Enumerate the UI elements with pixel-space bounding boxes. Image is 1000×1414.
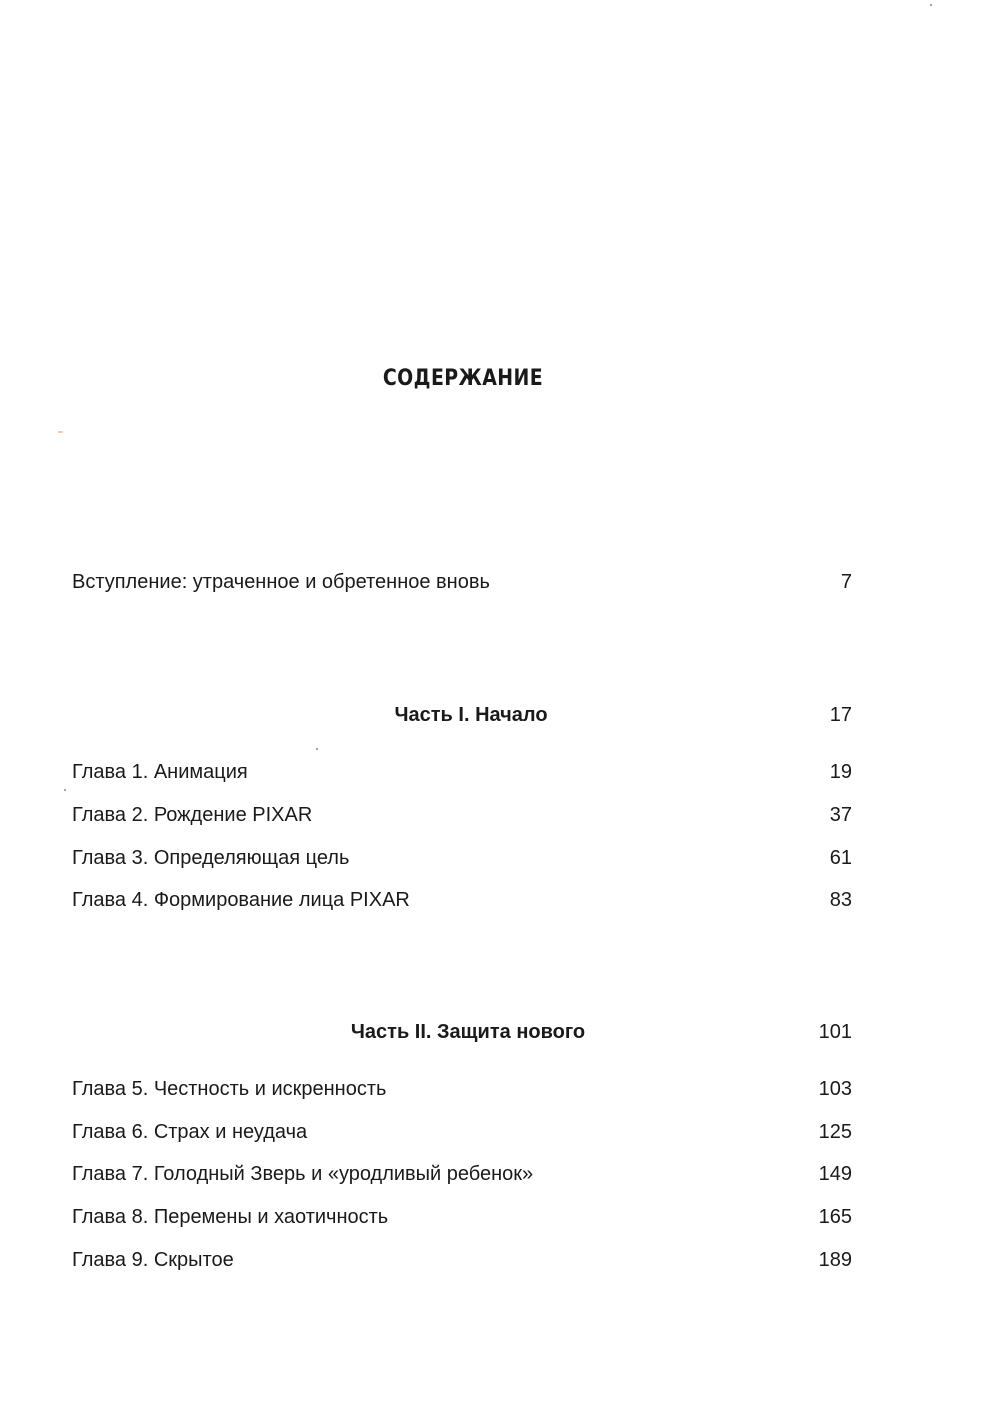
chapter-page-number: 149 [818, 1163, 852, 1185]
chapter-label: Глава 7. Голодный Зверь и «уродливый ребенок» [72, 1163, 534, 1185]
toc-part-1[interactable] [72, 700, 852, 730]
chapter-page-number: 103 [818, 1078, 852, 1100]
toc-chapter-entry[interactable] [72, 885, 852, 915]
chapter-page-number: 19 [829, 761, 852, 783]
chapter-label: Глава 5. Честность и искренность [72, 1078, 387, 1100]
toc-chapter-entry[interactable] [72, 1202, 852, 1232]
entry-page-number: 7 [840, 571, 852, 593]
chapter-page-number: 37 [829, 804, 852, 826]
chapter-label: Глава 9. Скрытое [72, 1249, 234, 1271]
chapter-label: Глава 6. Страх и неудача [72, 1121, 308, 1143]
chapter-label: Глава 3. Определяющая цель [72, 847, 350, 869]
part-label: Часть I. Начало [394, 704, 548, 726]
toc-chapter-entry[interactable] [72, 1074, 852, 1104]
chapter-page-number: 125 [818, 1121, 852, 1143]
toc-chapter-entry[interactable] [72, 843, 852, 873]
chapter-label: Глава 4. Формирование лица PIXAR [72, 889, 410, 911]
toc-chapter-entry[interactable] [72, 1117, 852, 1147]
toc-chapter-entry[interactable] [72, 1245, 852, 1275]
chapter-page-number: 83 [829, 889, 852, 911]
chapter-page-number: 189 [818, 1249, 852, 1271]
scan-dot [64, 789, 66, 791]
part-page-number: 101 [818, 1021, 852, 1043]
chapter-label: Глава 8. Перемены и хаотичность [72, 1206, 389, 1228]
chapter-page-number: 61 [829, 847, 852, 869]
part-page-number: 17 [829, 704, 852, 726]
toc-chapter-entry[interactable] [72, 800, 852, 830]
toc-chapter-entry[interactable] [72, 757, 852, 787]
scan-dot [930, 4, 932, 6]
toc-chapter-entry[interactable] [72, 1159, 852, 1189]
page-title: СОДЕРЖАНИЕ [382, 366, 544, 391]
chapter-page-number: 165 [818, 1206, 852, 1228]
scan-dot [316, 748, 318, 750]
entry-label: Вступление: утраченное и обретенное вновь [72, 571, 490, 593]
scan-speck [58, 431, 63, 433]
chapter-label: Глава 2. Рождение PIXAR [72, 804, 313, 826]
toc-intro-entry[interactable] [72, 567, 852, 597]
chapter-label: Глава 1. Анимация [72, 761, 248, 783]
toc-part-2[interactable] [72, 1017, 852, 1047]
part-label: Часть II. Защита нового [350, 1021, 586, 1043]
